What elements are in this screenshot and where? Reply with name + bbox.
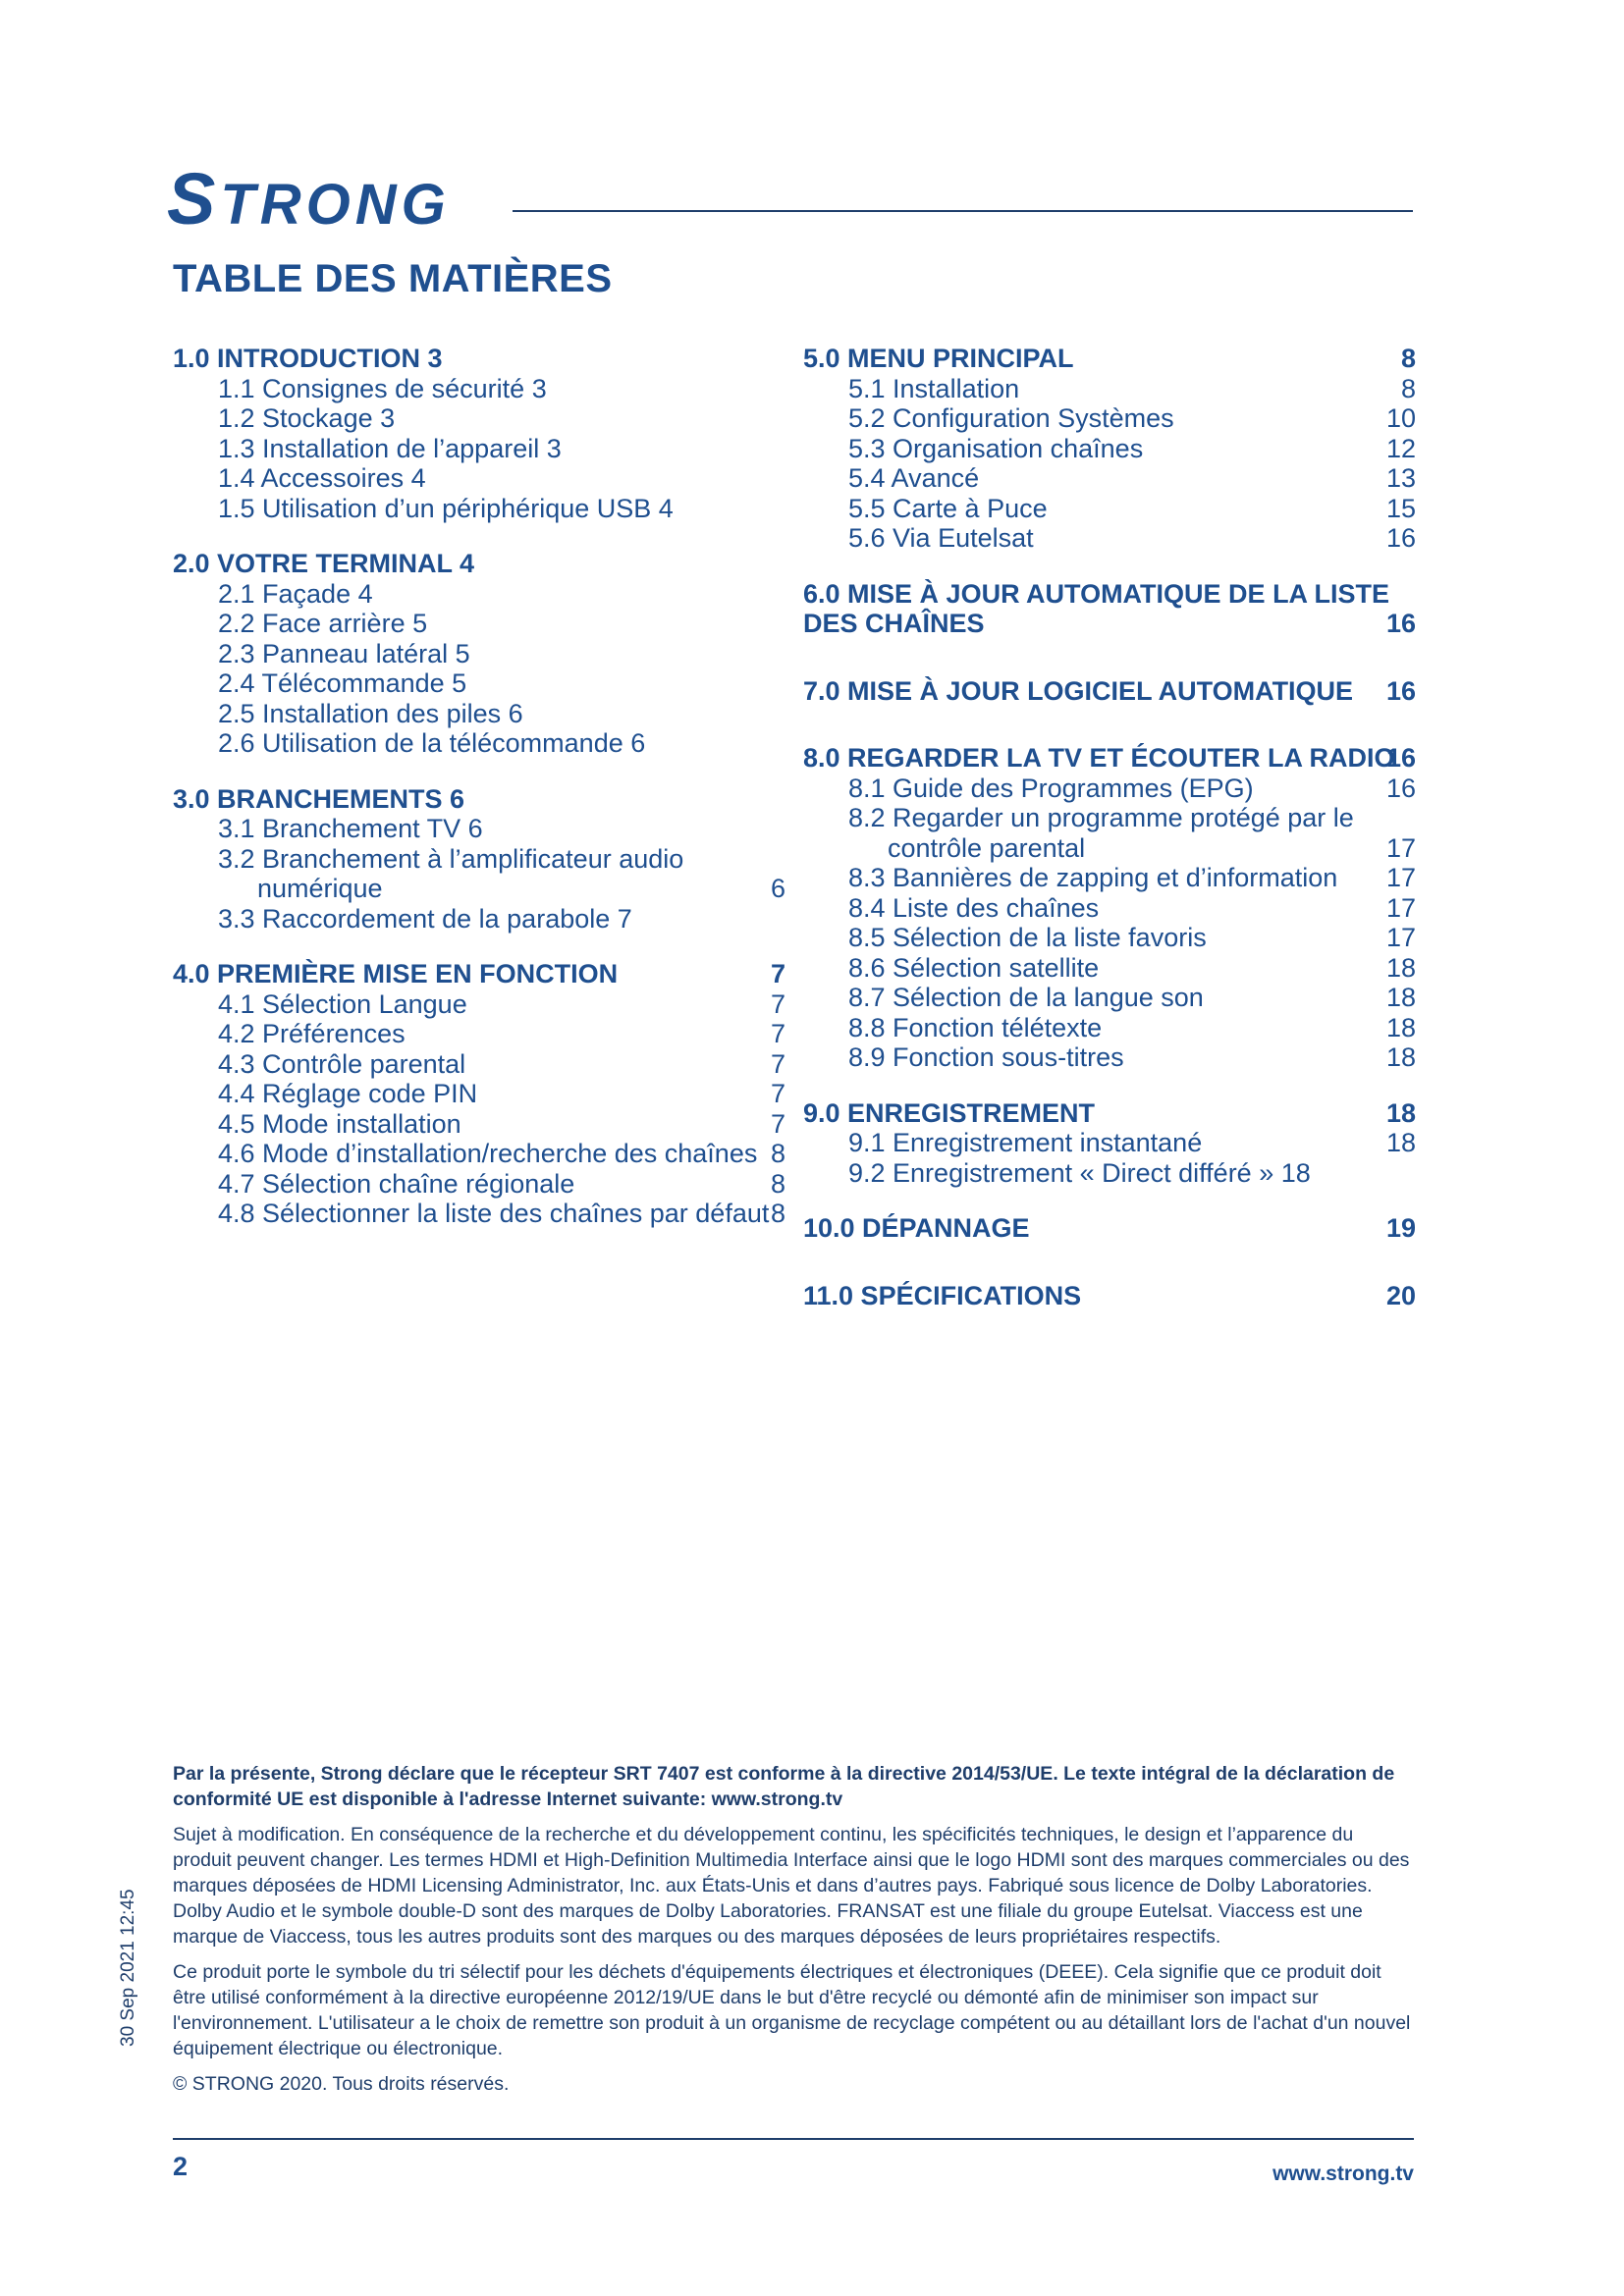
toc-entry-title: numérique	[257, 874, 383, 903]
toc-entry-page: 17	[1385, 923, 1416, 952]
toc-spacer	[173, 934, 785, 959]
toc-entry-page: 7	[770, 1079, 785, 1108]
toc-entry-title: 8.0 REGARDER LA TV ET ÉCOUTER LA RADIO	[803, 743, 1395, 773]
toc-entry-page: 8	[770, 1139, 785, 1168]
toc-subsection-entry[interactable]	[803, 803, 1416, 833]
toc-subsection-entry[interactable]	[173, 699, 785, 729]
toc-entry-title: 4.3 Contrôle parental	[218, 1048, 466, 1079]
toc-entry-page: 7	[770, 1019, 785, 1048]
page-title: TABLE DES MATIÈRES	[173, 257, 613, 300]
toc-subsection-entry[interactable]	[173, 609, 785, 639]
weee-notice: Ce produit porte le symbole du tri sélectif pour les déchets d'équipements électriques et électroniques (DEEE). Cela signifie que ce produit doit être utilisé conformément à la directive européenne 2012/19/UE dans le but d'être recyclé ou démonté afin de minimiser son impact sur l'environnement. L'utilisateur a le choix de remettre son produit à un organisme de recyclage compétent ou au détaillant lors de l'achat d'un nouvel équipement électrique ou électronique.	[173, 1961, 1411, 2059]
toc-entry-page: 17	[1385, 892, 1416, 923]
toc-entry-title: 10.0 DÉPANNAGE	[803, 1213, 1030, 1243]
toc-entry-page: 15	[1385, 493, 1416, 523]
toc-entry-page: 17	[1385, 863, 1416, 892]
toc-subsection-entry[interactable]	[173, 1049, 785, 1080]
header-rule	[513, 210, 1413, 212]
toc-entry-title: 5.2 Configuration Systèmes	[848, 403, 1174, 433]
toc-entry-title: 3.1 Branchement TV 6	[218, 814, 483, 843]
toc-entry-page: 20	[1385, 1280, 1416, 1310]
footer-rule	[173, 2138, 1414, 2140]
toc-subsection-entry[interactable]	[803, 374, 1416, 404]
toc-entry-title: 4.1 Sélection Langue	[218, 988, 467, 1019]
toc-entry-title: 8.5 Sélection de la liste favoris	[848, 923, 1207, 952]
toc-entry-title: 4.5 Mode installation	[218, 1108, 461, 1139]
toc-entry-title: 6.0 MISE À JOUR AUTOMATIQUE DE LA LISTE	[803, 578, 1390, 609]
toc-entry-title: 7.0 MISE À JOUR LOGICIEL AUTOMATIQUE	[803, 675, 1354, 706]
toc-subsection-entry[interactable]	[803, 463, 1416, 494]
toc-entry-title: 5.3 Organisation chaînes	[848, 433, 1144, 463]
toc-entry-title: 4.7 Sélection chaîne régionale	[218, 1168, 575, 1199]
toc-subsection-entry[interactable]	[803, 403, 1416, 434]
toc-entry-page: 8	[1400, 344, 1416, 373]
toc-entry-page: 10	[1385, 403, 1416, 433]
toc-spacer	[803, 1073, 1416, 1098]
toc-entry-title: 1.5 Utilisation d’un périphérique USB 4	[218, 493, 674, 523]
toc-entry-page: 19	[1385, 1213, 1416, 1243]
toc-entry-title: 2.4 Télécommande 5	[218, 668, 467, 698]
toc-entry-title: DES CHAÎNES	[803, 609, 985, 638]
toc-entry-page: 18	[1385, 1128, 1416, 1157]
toc-entry-title: 2.5 Installation des piles 6	[218, 698, 523, 728]
toc-entry-title: 8.8 Fonction télétexte	[848, 1012, 1103, 1042]
toc-entry-title: 11.0 SPÉCIFICATIONS	[803, 1280, 1082, 1310]
toc-subsection-entry[interactable]	[803, 863, 1416, 893]
copyright: © STRONG 2020. Tous droits réservés.	[173, 2073, 510, 2095]
toc-subsection-entry[interactable]	[803, 1158, 1416, 1189]
toc-entry-title: 8.9 Fonction sous-titres	[848, 1042, 1124, 1072]
toc-subsection-entry[interactable]	[173, 494, 785, 524]
toc-section-entry[interactable]	[803, 676, 1416, 707]
toc-entry-page: 16	[1385, 523, 1416, 553]
toc-section-entry[interactable]	[173, 784, 785, 815]
toc-subsection-entry[interactable]	[803, 953, 1416, 984]
toc-subsection-entry[interactable]	[173, 639, 785, 669]
toc-subsection-entry[interactable]	[173, 814, 785, 844]
toc-entry-page: 16	[1385, 743, 1416, 773]
toc-left-column	[173, 344, 785, 1229]
toc-entry-title: 1.0 INTRODUCTION 3	[173, 344, 443, 373]
toc-entry-page: 18	[1385, 1012, 1416, 1042]
toc-entry-title: contrôle parental	[888, 832, 1086, 863]
logo-s-glyph: S	[167, 158, 221, 240]
toc-entry-title: 9.1 Enregistrement instantané	[848, 1128, 1203, 1157]
toc-spacer	[803, 1244, 1416, 1281]
toc-entry-title: 2.2 Face arrière 5	[218, 609, 428, 638]
toc-section-entry[interactable]	[803, 609, 1416, 639]
toc-section-entry[interactable]	[803, 1098, 1416, 1129]
toc-section-entry[interactable]	[803, 579, 1416, 610]
toc-subsection-entry[interactable]	[173, 1079, 785, 1109]
toc-entry-page: 16	[1385, 675, 1416, 706]
trademarks-notice: Sujet à modification. En conséquence de la recherche et du développement continu, les spécificités techniques, le design et l’apparence du produit peuvent changer. Les termes HDMI et High-Definition Multimedia Interface ainsi que le logo HDMI sont des marques commerciales ou des marques déposées de HDMI Licensing Administrator, Inc. aux États-Unis et dans d’autres pays. Fabriqué sous licence de Dolby Laboratories. Dolby Audio et le symbole double-D sont des marques de Dolby Laboratories. FRANSAT est une filiale du groupe Eutelsat. Viaccess est une marque de Viaccess, tous les autres produits sont des marques ou des marques déposées de leurs propriétaires respectifs.	[173, 1824, 1410, 1948]
toc-subsection-entry[interactable]	[803, 1042, 1416, 1073]
toc-subsection-entry[interactable]	[173, 989, 785, 1020]
toc-entry-title: 8.4 Liste des chaînes	[848, 892, 1100, 923]
toc-entry-title: 2.0 VOTRE TERMINAL 4	[173, 549, 475, 578]
toc-subsection-entry[interactable]	[803, 1128, 1416, 1158]
page-number: 2	[173, 2152, 189, 2181]
toc-subsection-entry[interactable]	[173, 579, 785, 610]
toc-subsection-entry[interactable]	[803, 434, 1416, 464]
toc-entry-page: 8	[770, 1199, 785, 1228]
toc-subsection-entry[interactable]	[173, 1019, 785, 1049]
toc-entry-title: 2.6 Utilisation de la télécommande 6	[218, 728, 646, 758]
toc-entry-title: 8.2 Regarder un programme protégé par le	[848, 803, 1354, 832]
toc-entry-page: 16	[1385, 773, 1416, 803]
toc-subsection-entry[interactable]	[803, 833, 1416, 864]
toc-entry-page: 18	[1385, 1042, 1416, 1072]
logo-text: TRONG	[220, 173, 451, 237]
toc-spacer	[803, 1188, 1416, 1213]
toc-spacer	[803, 639, 1416, 676]
toc-entry-title: 5.4 Avancé	[848, 463, 980, 493]
toc-entry-title: 3.2 Branchement à l’amplificateur audio	[218, 843, 684, 874]
toc-subsection-entry[interactable]	[803, 983, 1416, 1013]
toc-entry-title: 8.3 Bannières de zapping et d’information	[848, 863, 1338, 892]
toc-spacer	[803, 706, 1416, 743]
toc-entry-title: 8.1 Guide des Programmes (EPG)	[848, 773, 1254, 803]
toc-entry-title: 5.0 MENU PRINCIPAL	[803, 344, 1074, 373]
toc-entry-page: 7	[770, 959, 785, 988]
conformity-declaration: Par la présente, Strong déclare que le récepteur SRT 7407 est conforme à la directive 2014/53/UE. Le texte intégral de la déclaration de conformité UE est disponible à l'adresse Internet suivante: www.strong.tv	[173, 1763, 1395, 1810]
toc-entry-page: 7	[770, 1108, 785, 1139]
toc-entry-title: 5.6 Via Eutelsat	[848, 523, 1034, 553]
toc-entry-title: 4.0 PREMIÈRE MISE EN FONCTION	[173, 959, 619, 988]
website-link[interactable]: www.strong.tv	[1272, 2163, 1414, 2185]
toc-entry-title: 5.5 Carte à Puce	[848, 493, 1048, 523]
toc-subsection-entry[interactable]	[173, 403, 785, 434]
toc-section-entry[interactable]	[803, 344, 1416, 374]
toc-subsection-entry[interactable]	[803, 523, 1416, 554]
toc-subsection-entry[interactable]	[173, 1109, 785, 1140]
toc-spacer	[803, 554, 1416, 579]
toc-entry-page: 8	[770, 1168, 785, 1199]
toc-section-entry[interactable]	[803, 743, 1416, 774]
toc-right-column	[803, 344, 1416, 1310]
toc-spacer	[173, 523, 785, 549]
toc-section-entry[interactable]	[173, 959, 785, 989]
toc-entry-page: 8	[1400, 373, 1416, 403]
toc-subsection-entry[interactable]	[803, 923, 1416, 953]
toc-subsection-entry[interactable]	[173, 1199, 785, 1229]
toc-entry-title: 5.1 Installation	[848, 373, 1020, 403]
toc-entry-title: 4.8 Sélectionner la liste des chaînes par défaut	[218, 1199, 770, 1228]
toc-subsection-entry[interactable]	[803, 774, 1416, 804]
toc-section-entry[interactable]	[173, 344, 785, 374]
toc-subsection-entry[interactable]	[173, 728, 785, 759]
toc-subsection-entry[interactable]	[173, 668, 785, 699]
toc-entry-page: 18	[1385, 1097, 1416, 1128]
toc-section-entry[interactable]	[803, 1213, 1416, 1244]
toc-entry-title: 4.2 Préférences	[218, 1019, 406, 1048]
toc-entry-title: 9.2 Enregistrement « Direct différé » 18	[848, 1157, 1311, 1188]
toc-entry-page: 13	[1385, 463, 1416, 493]
toc-entry-title: 4.6 Mode d’installation/recherche des chaînes	[218, 1139, 758, 1168]
strong-logo	[167, 157, 451, 240]
legal-footer	[173, 1761, 1414, 2107]
toc-entry-page: 12	[1385, 433, 1416, 463]
toc-entry-title: 9.0 ENREGISTREMENT	[803, 1097, 1096, 1128]
toc-subsection-entry[interactable]	[173, 463, 785, 494]
toc-entry-title: 1.1 Consignes de sécurité 3	[218, 373, 547, 403]
toc-entry-title: 8.6 Sélection satellite	[848, 952, 1100, 983]
toc-entry-page: 17	[1385, 832, 1416, 863]
toc-subsection-entry[interactable]	[173, 1169, 785, 1200]
toc-entry-title: 3.0 BRANCHEMENTS 6	[173, 783, 465, 814]
toc-entry-page: 18	[1385, 952, 1416, 983]
toc-subsection-entry[interactable]	[173, 874, 785, 904]
toc-subsection-entry[interactable]	[173, 374, 785, 404]
toc-entry-title: 1.4 Accessoires 4	[218, 463, 426, 493]
toc-section-entry[interactable]	[803, 1281, 1416, 1311]
toc-subsection-entry[interactable]	[173, 904, 785, 934]
toc-entry-page: 6	[770, 874, 785, 903]
toc-entry-title: 3.3 Raccordement de la parabole 7	[218, 903, 632, 934]
print-date-stamp: 30 Sep 2021 12:45	[118, 1889, 138, 2047]
toc-entry-title: 1.2 Stockage 3	[218, 403, 396, 433]
toc-entry-title: 2.1 Façade 4	[218, 578, 373, 609]
toc-entry-page: 7	[770, 1048, 785, 1079]
toc-subsection-entry[interactable]	[173, 1139, 785, 1169]
toc-entry-title: 4.4 Réglage code PIN	[218, 1079, 478, 1108]
toc-entry-title: 2.3 Panneau latéral 5	[218, 638, 470, 668]
toc-subsection-entry[interactable]	[173, 434, 785, 464]
toc-subsection-entry[interactable]	[173, 844, 785, 875]
toc-subsection-entry[interactable]	[803, 893, 1416, 924]
toc-section-entry[interactable]	[173, 549, 785, 579]
toc-subsection-entry[interactable]	[803, 494, 1416, 524]
toc-subsection-entry[interactable]	[803, 1013, 1416, 1043]
toc-entry-page: 7	[770, 988, 785, 1019]
toc-entry-title: 8.7 Sélection de la langue son	[848, 983, 1204, 1012]
toc-spacer	[173, 759, 785, 784]
toc-entry-page: 18	[1385, 983, 1416, 1012]
toc-entry-page: 16	[1385, 609, 1416, 638]
toc-entry-title: 1.3 Installation de l’appareil 3	[218, 433, 562, 463]
